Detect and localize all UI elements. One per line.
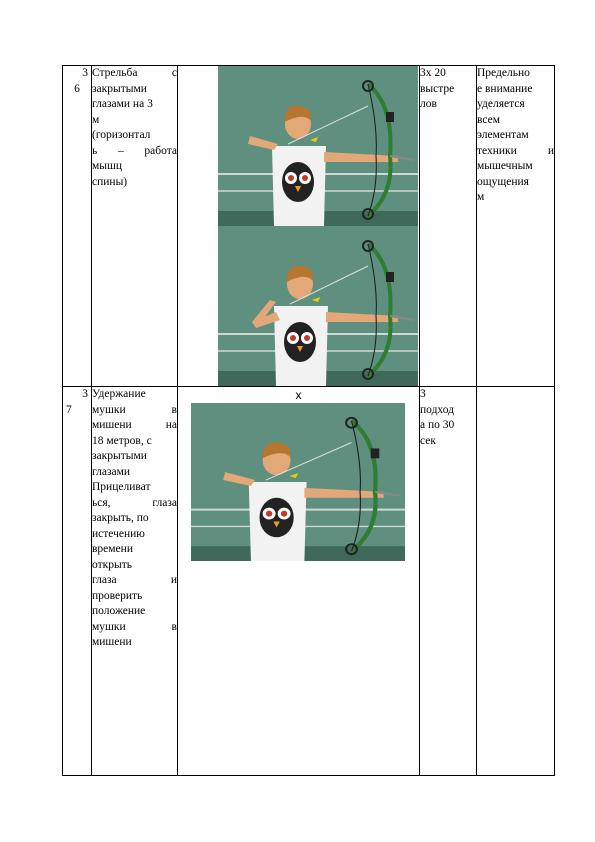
exercise-line: закрытыми: [92, 450, 147, 462]
exercise-line: Прицеливат: [92, 481, 151, 493]
row-number-line: 3: [82, 388, 88, 400]
notes-line: ощущения: [477, 175, 529, 188]
dosage-line: а по 30: [420, 419, 455, 431]
exercise-line: открыть: [92, 558, 132, 571]
notes-line: всем: [477, 113, 500, 126]
exercise-line: глазами: [92, 465, 131, 478]
row-number-cell: [63, 387, 92, 776]
table-row: [63, 387, 555, 776]
owl-pupil: [288, 175, 294, 181]
owl-pupil: [266, 511, 272, 517]
owl-pupil: [302, 175, 308, 181]
exercise-line: мушки в: [92, 620, 177, 633]
exercise-line: мишени на: [92, 419, 177, 431]
exercise-line: Удержание: [92, 388, 146, 400]
photo-cell: [178, 66, 420, 387]
exercise-line: проверить: [92, 589, 143, 602]
dosage-line: выстре: [420, 82, 455, 95]
exercise-line: закрытыми: [92, 82, 147, 95]
exercise-line: времени: [92, 543, 133, 555]
owl-pupil: [290, 335, 296, 341]
dosage-line: сек: [420, 434, 436, 447]
dosage-cell: [420, 66, 477, 387]
row-number-line: 7: [66, 403, 72, 416]
training-table: [62, 65, 555, 776]
bow-sight: [386, 112, 394, 122]
notes-line: Предельно: [477, 67, 530, 79]
exercise-line: Стрельба с: [92, 67, 177, 79]
exercise-cell: [92, 66, 178, 387]
table-row: [63, 66, 555, 387]
notes-cell: [477, 387, 555, 776]
exercise-line: мышц: [92, 160, 123, 172]
row-number-line: 3: [82, 67, 88, 79]
notes-line: е внимание: [477, 82, 533, 95]
owl-pupil: [281, 511, 287, 517]
dosage-cell: [420, 387, 477, 776]
photo-marker: x: [295, 388, 302, 402]
photo-archer-eyes-closed: [191, 403, 405, 561]
exercise-line: закрыть, по: [92, 512, 149, 524]
notes-line: техники и: [477, 144, 554, 157]
exercise-line: мушки в: [92, 403, 177, 416]
row-number-line: 6: [74, 82, 80, 95]
row-number-cell: [63, 66, 92, 387]
exercise-line: мишени: [92, 636, 132, 648]
exercise-cell: [92, 387, 178, 776]
bow-sight: [371, 448, 380, 458]
dosage-line: лов: [420, 98, 437, 110]
notes-line: уделяется: [477, 98, 525, 110]
exercise-line: положение: [92, 605, 146, 617]
dosage-line: 3: [420, 388, 426, 400]
dosage-line: подход: [420, 403, 455, 416]
exercise-line: спины): [92, 175, 128, 188]
exercise-line: глазами на 3: [92, 98, 153, 110]
photo-archer-full-draw: [218, 66, 418, 226]
exercise-line: 18 метров, с: [92, 434, 152, 447]
exercise-line: глаза и: [92, 574, 177, 586]
notes-line: м: [477, 191, 485, 203]
notes-line: элементам: [477, 129, 529, 141]
exercise-line: ь – работа: [92, 144, 177, 157]
photo-cell: [178, 387, 420, 776]
dosage-line: 3х 20: [420, 67, 446, 79]
owl-pupil: [304, 335, 310, 341]
photo-archer-side-view: [218, 226, 418, 386]
exercise-line: м: [92, 113, 100, 126]
notes-line: мышечным: [477, 160, 533, 172]
notes-cell: [477, 66, 555, 387]
bow-sight: [386, 272, 394, 282]
exercise-line: истечению: [92, 527, 145, 540]
exercise-line: (горизонтал: [92, 129, 151, 141]
exercise-line: ься, глаза: [92, 496, 177, 509]
